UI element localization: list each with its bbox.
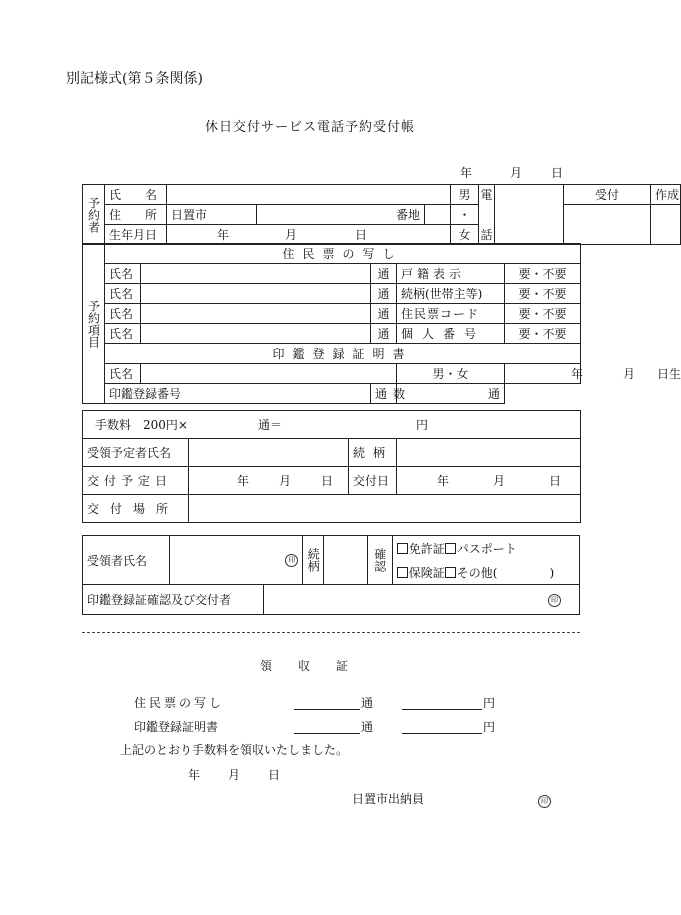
items-label: 予約項目: [83, 244, 105, 404]
id-line-1: [392, 536, 579, 561]
birth-day: 日: [355, 228, 368, 242]
option-kojin-choice[interactable]: 要・不要: [505, 324, 581, 344]
item-name-2: 氏名: [105, 284, 141, 304]
receipt-year: 年: [188, 768, 201, 782]
receipt-month: 月: [228, 768, 241, 782]
hoken-checkbox[interactable]: [397, 567, 408, 578]
inkan-birth-year: 年: [571, 367, 584, 381]
inkan-confirm-value[interactable]: [263, 585, 579, 615]
cut-line: [82, 632, 580, 633]
recipient-value[interactable]: [189, 439, 349, 467]
option-zokugara-choice[interactable]: 要・不要: [505, 284, 581, 304]
item-name-4: 氏名: [105, 324, 141, 344]
item-name-1: 氏名: [105, 264, 141, 284]
receipt-row1-yen: 円: [483, 696, 496, 710]
receipt-row2-label: 印鑑登録証明書: [134, 720, 219, 734]
birth-year: 年: [217, 228, 230, 242]
receipt-row1-yen-field[interactable]: [402, 697, 482, 713]
item-tsu-4: 通: [371, 324, 397, 344]
receipt-row2-tsu-field[interactable]: [294, 721, 360, 737]
recipient-label: 受領予定者氏名: [83, 439, 189, 467]
passport-label: パスポート: [456, 541, 517, 556]
fee-tsu-eq: 通＝: [257, 418, 282, 432]
inkan-birth[interactable]: [505, 364, 681, 384]
receipt-seal-wrap: [538, 793, 551, 809]
receipt-issuer: 日置市出納員: [352, 792, 425, 806]
item-name-3: 氏名: [105, 304, 141, 324]
item-tsu-3: 通: [371, 304, 397, 324]
receipt-row2-tsu: 通: [361, 720, 374, 734]
receiver-seal: 印: [285, 554, 298, 567]
menkyo-label: 免許証: [408, 541, 445, 556]
reservation-table: [82, 184, 681, 245]
uketsuke-value[interactable]: [564, 205, 651, 245]
delivery-place-value[interactable]: [189, 495, 581, 523]
birth-label: 生年月日: [105, 225, 167, 245]
receipt-day: 日: [268, 768, 281, 782]
address-prefix: 日置市: [167, 205, 257, 225]
confirm-label: 確認: [367, 536, 392, 585]
receipt-statement: 上記のとおり手数料を領収いたしました。: [120, 743, 349, 757]
inkan-name-value[interactable]: [141, 364, 397, 384]
other-label: その他(: [456, 565, 498, 580]
passport-checkbox[interactable]: [445, 543, 456, 554]
items-table: [82, 243, 681, 404]
yoyakusha-label: 予約者: [83, 185, 105, 245]
receiver-zokugara-value[interactable]: [324, 536, 368, 585]
option-code: 住民票コード: [397, 304, 505, 324]
page-title: 休日交付サービス電話予約受付帳: [205, 120, 416, 135]
menkyo-checkbox[interactable]: [397, 543, 408, 554]
delivery-day-value[interactable]: 年 月 日: [397, 467, 581, 495]
phone-label-bottom: 話: [479, 225, 495, 245]
item-name-value-1[interactable]: [141, 264, 371, 284]
item-name-value-3[interactable]: [141, 304, 371, 324]
fee-row[interactable]: [83, 411, 581, 439]
phone-label-top: 電: [479, 185, 495, 205]
date-day: 日: [551, 166, 564, 180]
id-line-2: [392, 560, 579, 585]
delivery-day-label: 交付日: [349, 467, 397, 495]
inkan-birth-month: 月: [623, 367, 636, 381]
birth-month: 月: [285, 228, 298, 242]
recipient-zokugara-value[interactable]: [397, 439, 581, 467]
delivery-date-value[interactable]: 年 月 日: [189, 467, 349, 495]
inkan-confirm-seal: 印: [548, 594, 561, 607]
receipt-row2-yen: 円: [483, 720, 496, 734]
tsusu-label: 通数: [371, 384, 397, 404]
sex-female: 女: [451, 225, 479, 245]
receipt-row2-yen-field[interactable]: [402, 721, 482, 737]
sakusei-value[interactable]: [651, 205, 681, 245]
birth-value[interactable]: [167, 225, 451, 245]
item-name-value-2[interactable]: [141, 284, 371, 304]
recipient-zokugara: 続柄: [349, 439, 397, 467]
delivery-date-label: 交付予定日: [83, 467, 189, 495]
receiver-value[interactable]: [170, 536, 303, 585]
receipt-row1-tsu: 通: [361, 696, 374, 710]
inkan-sex[interactable]: 男・女: [397, 364, 505, 384]
option-koseki-choice[interactable]: 要・不要: [505, 264, 581, 284]
receipt-check-table: [82, 535, 580, 615]
phone-value[interactable]: [495, 185, 564, 245]
option-koseki: 戸籍表示: [397, 264, 505, 284]
item-tsu-2: 通: [371, 284, 397, 304]
banchi-label: 番地: [257, 205, 425, 225]
phone-label-mid: [479, 205, 495, 225]
hoken-label: 保険証: [408, 565, 445, 580]
fee-yen: 円: [415, 418, 428, 432]
receiver-label: 受領者氏名: [83, 536, 170, 585]
inkan-confirm-label: 印鑑登録証確認及び交付者: [83, 585, 264, 615]
address-label: 住 所: [105, 205, 167, 225]
uketsuke-label: 受付: [564, 185, 651, 205]
receiver-zokugara: 続柄: [303, 536, 324, 585]
fee-label: 手数料 200円×: [95, 418, 188, 432]
receipt-row1-label: 住民票の写し: [134, 696, 225, 710]
date-year: 年: [460, 166, 473, 180]
option-kojin: 個人番号: [397, 324, 505, 344]
name-value[interactable]: [167, 185, 451, 205]
option-code-choice[interactable]: 要・不要: [505, 304, 581, 324]
inkan-name-label: 氏名: [105, 364, 141, 384]
inkan-heading: 印鑑登録証明書: [105, 344, 581, 364]
fees-table: [82, 410, 581, 523]
inkan-number-label: 印鑑登録番号: [105, 384, 371, 404]
sex-dot: ・: [451, 205, 479, 225]
juminhyo-heading: 住民票の写し: [105, 244, 581, 264]
form-label: 別記様式(第５条関係): [66, 71, 203, 87]
tsusu-unit: 通: [397, 384, 505, 404]
receipt-row1-tsu-field[interactable]: [294, 697, 360, 713]
receipt-title: 領収証: [260, 659, 375, 673]
date-month: 月: [510, 166, 523, 180]
delivery-place-label: 交付場所: [83, 495, 189, 523]
item-tsu-1: 通: [371, 264, 397, 284]
sex-male: 男: [451, 185, 479, 205]
item-name-value-4[interactable]: [141, 324, 371, 344]
inkan-birth-day: 日生: [657, 367, 681, 381]
receipt-seal: 印: [538, 795, 551, 808]
other-checkbox[interactable]: [445, 567, 456, 578]
address-extra[interactable]: [425, 205, 451, 225]
option-zokugara: 続柄(世帯主等): [397, 284, 505, 304]
other-close: ): [549, 565, 555, 580]
name-label: 氏 名: [105, 185, 167, 205]
sakusei-label: 作成: [651, 185, 681, 205]
